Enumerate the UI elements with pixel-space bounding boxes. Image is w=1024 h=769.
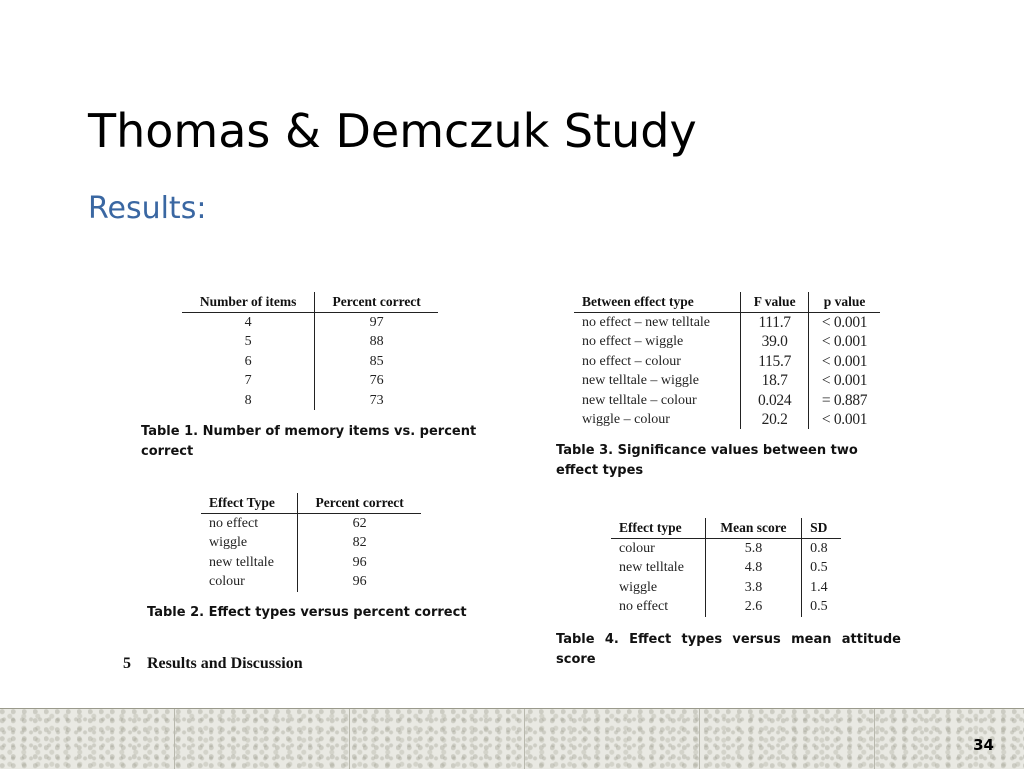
table-cell: 0.5 bbox=[810, 560, 828, 576]
table-cell: < 0.001 bbox=[821, 411, 868, 429]
table-cell: new telltale bbox=[201, 553, 298, 572]
table-cell: colour bbox=[611, 539, 705, 559]
table-3-header-p: p value bbox=[809, 292, 880, 313]
table-2-header-effect: Effect Type bbox=[201, 493, 298, 514]
table-cell: 20.2 bbox=[741, 410, 809, 429]
table-1-header-row bbox=[182, 292, 438, 313]
section-heading bbox=[123, 655, 303, 673]
table-cell: no effect – colour bbox=[574, 352, 741, 371]
table-cell: no effect bbox=[201, 514, 298, 534]
table-cell: 115.7 bbox=[741, 352, 809, 371]
table-row bbox=[201, 572, 421, 591]
table-4-header-row bbox=[611, 518, 841, 539]
table-cell: 96 bbox=[352, 574, 367, 590]
table-1 bbox=[182, 292, 438, 410]
table-4 bbox=[611, 518, 841, 617]
table-3-header-f: F value bbox=[741, 292, 809, 313]
table-cell: 5 bbox=[182, 332, 315, 351]
table-3 bbox=[574, 292, 880, 429]
table-cell: < 0.001 bbox=[821, 352, 868, 370]
table-row bbox=[182, 371, 438, 390]
table-cell: new telltale – wiggle bbox=[574, 371, 741, 390]
table-row bbox=[574, 332, 880, 351]
table-cell: 82 bbox=[352, 535, 367, 551]
table-4-caption: Table 4. Effect types versus mean attitude score bbox=[556, 632, 901, 667]
section-number: 5 bbox=[123, 655, 131, 672]
slide-title: Thomas & Demczuk Study bbox=[88, 104, 697, 158]
table-cell: 6 bbox=[182, 352, 315, 371]
table-row bbox=[201, 533, 421, 552]
table-row bbox=[182, 332, 438, 351]
table-cell: 3.8 bbox=[705, 578, 801, 597]
table-cell: 1.4 bbox=[810, 579, 828, 595]
table-row bbox=[611, 578, 841, 597]
table-cell: new telltale – colour bbox=[574, 391, 741, 410]
table-cell: 62 bbox=[352, 516, 367, 531]
table-row bbox=[182, 391, 438, 410]
table-1-header-percent: Percent correct bbox=[315, 292, 438, 313]
table-1-header-items: Number of items bbox=[182, 292, 315, 313]
table-cell: 5.8 bbox=[705, 539, 801, 559]
table-row bbox=[201, 553, 421, 572]
table-cell: wiggle bbox=[201, 533, 298, 552]
footer-band bbox=[0, 708, 1024, 769]
table-row bbox=[574, 313, 880, 333]
table-3-header-between: Between effect type bbox=[574, 292, 741, 313]
table-row bbox=[182, 313, 438, 333]
table-cell: 88 bbox=[369, 334, 384, 350]
table-cell: no effect – wiggle bbox=[574, 332, 741, 351]
table-cell: no effect bbox=[611, 597, 705, 616]
table-cell: < 0.001 bbox=[821, 333, 868, 351]
table-row bbox=[574, 371, 880, 390]
table-cell: 111.7 bbox=[741, 313, 809, 333]
table-2-header-percent: Percent correct bbox=[298, 493, 421, 514]
table-cell: 4.8 bbox=[705, 558, 801, 577]
table-cell: no effect – new telltale bbox=[574, 313, 741, 333]
table-4-header-sd: SD bbox=[802, 518, 841, 539]
table-cell: 85 bbox=[369, 353, 384, 369]
table-cell: 2.6 bbox=[705, 597, 801, 616]
table-cell: 76 bbox=[369, 373, 384, 389]
table-cell: 4 bbox=[182, 313, 315, 333]
table-3-caption: Table 3. Significance values between two effect types bbox=[556, 443, 858, 478]
table-row bbox=[201, 514, 421, 534]
table-cell: 73 bbox=[369, 392, 384, 408]
table-2-header-row bbox=[201, 493, 421, 514]
table-row bbox=[611, 558, 841, 577]
table-cell: 18.7 bbox=[741, 371, 809, 390]
table-row bbox=[574, 391, 880, 410]
table-cell: 0.5 bbox=[810, 599, 828, 615]
table-cell: 0.024 bbox=[741, 391, 809, 410]
table-cell: 97 bbox=[369, 315, 384, 330]
table-cell: < 0.001 bbox=[821, 372, 868, 390]
table-cell: wiggle bbox=[611, 578, 705, 597]
table-cell: 7 bbox=[182, 371, 315, 390]
table-cell: wiggle – colour bbox=[574, 410, 741, 429]
table-row bbox=[611, 597, 841, 616]
table-cell: 8 bbox=[182, 391, 315, 410]
table-cell: = 0.887 bbox=[821, 391, 868, 409]
table-3-header-row bbox=[574, 292, 880, 313]
table-row bbox=[182, 352, 438, 371]
table-4-header-mean: Mean score bbox=[705, 518, 801, 539]
table-2-caption: Table 2. Effect types versus percent correct bbox=[147, 605, 467, 620]
table-cell: 39.0 bbox=[741, 332, 809, 351]
table-cell: < 0.001 bbox=[821, 314, 868, 331]
table-cell: 0.8 bbox=[810, 541, 828, 556]
table-4-header-effect: Effect type bbox=[611, 518, 705, 539]
table-cell: colour bbox=[201, 572, 298, 591]
table-1-caption: Table 1. Number of memory items vs. percent correct bbox=[141, 424, 477, 459]
section-title: Results and Discussion bbox=[147, 655, 303, 672]
page-number: 34 bbox=[973, 736, 994, 754]
table-cell: new telltale bbox=[611, 558, 705, 577]
table-2 bbox=[201, 493, 421, 592]
table-row bbox=[574, 352, 880, 371]
slide-subtitle: Results: bbox=[88, 191, 207, 226]
table-cell: 96 bbox=[352, 554, 367, 570]
table-row bbox=[611, 539, 841, 559]
table-row bbox=[574, 410, 880, 429]
